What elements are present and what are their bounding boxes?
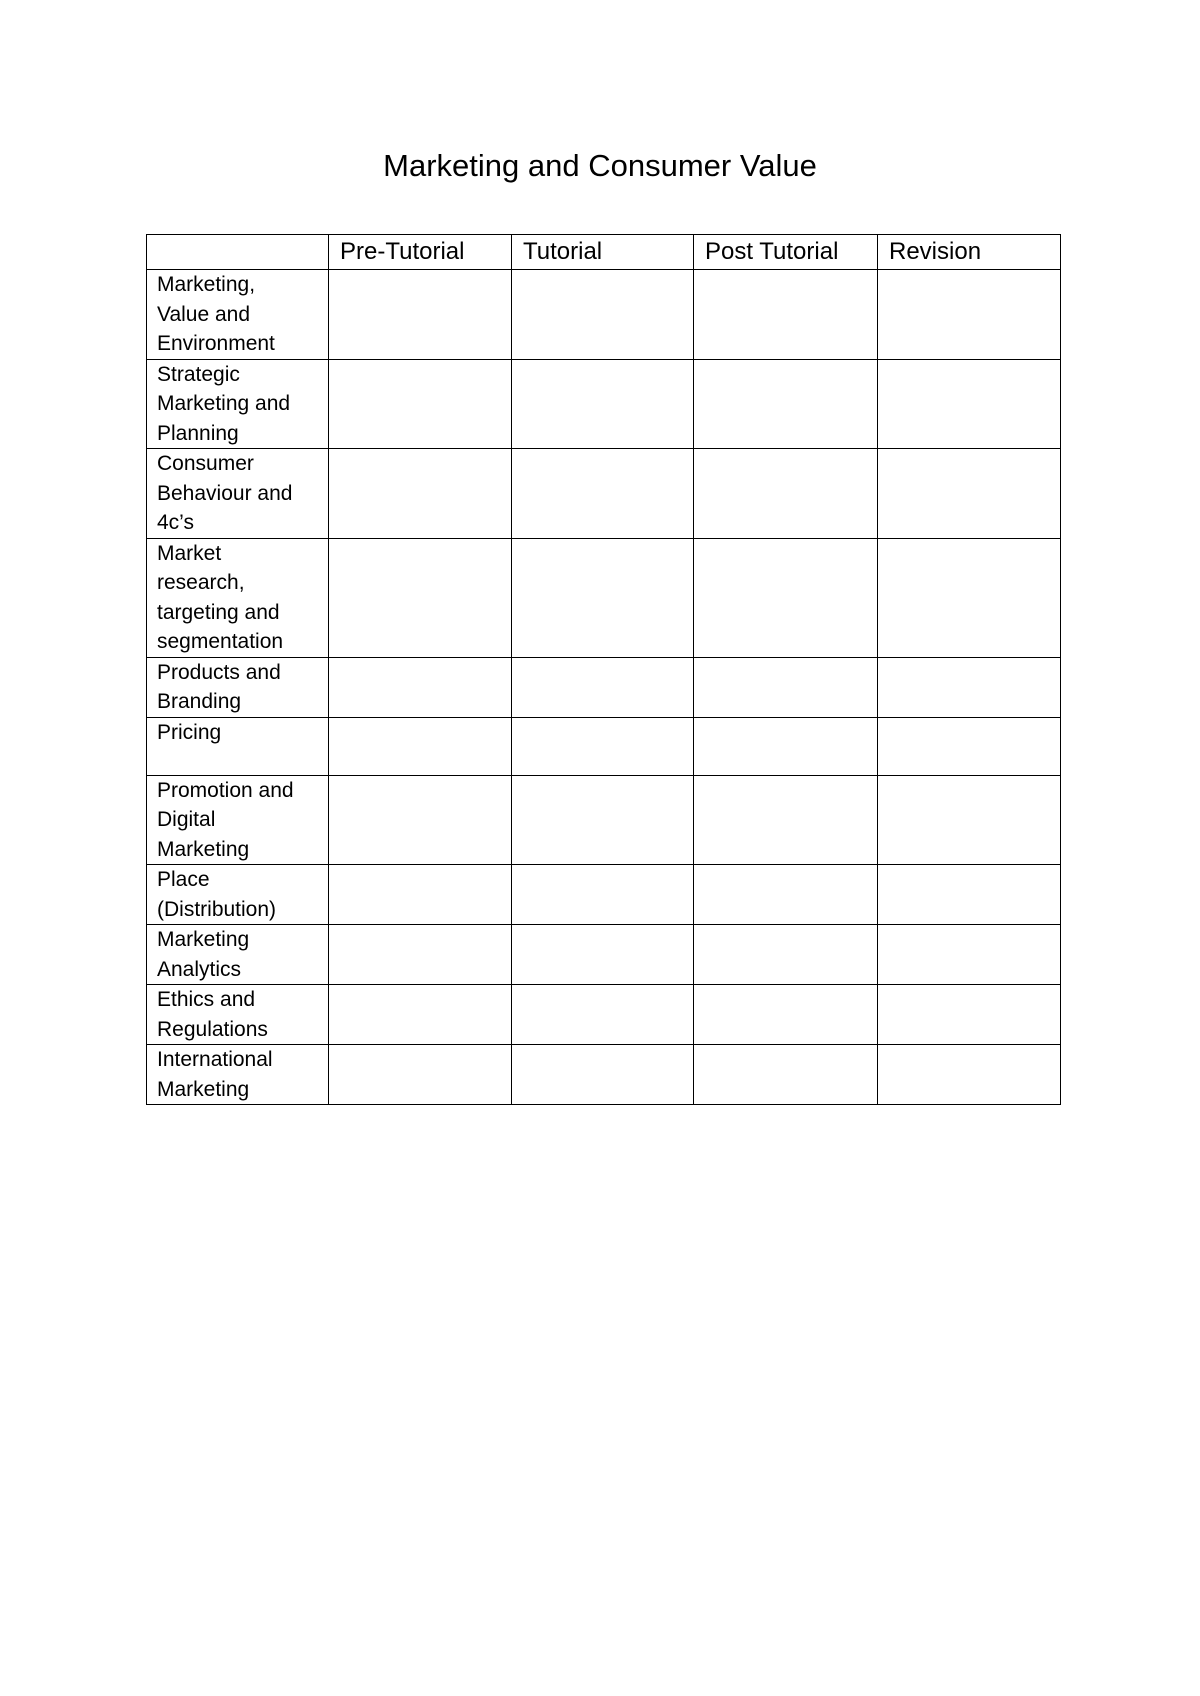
cell-post-tutorial	[694, 359, 878, 449]
topic-line: Marketing	[157, 1077, 250, 1101]
cell-post-tutorial	[694, 270, 878, 360]
topic-line: targeting and	[157, 600, 280, 624]
cell-revision	[878, 717, 1061, 775]
cell-revision	[878, 865, 1061, 925]
cell-post-tutorial	[694, 1045, 878, 1105]
topic-line: Digital	[157, 808, 216, 831]
header-row	[147, 235, 1061, 270]
table-row	[147, 657, 1061, 717]
cell-revision	[878, 270, 1061, 360]
cell-tutorial	[512, 270, 694, 360]
cell-pre-tutorial	[329, 775, 512, 865]
cell-pre-tutorial	[329, 985, 512, 1045]
row-topic-label	[147, 538, 329, 657]
cell-post-tutorial	[694, 865, 878, 925]
topic-line: Marketing	[157, 928, 250, 951]
cell-pre-tutorial	[329, 865, 512, 925]
topic-line: Ethics and	[157, 988, 256, 1011]
cell-post-tutorial	[694, 775, 878, 865]
table-row	[147, 538, 1061, 657]
table-row	[147, 359, 1061, 449]
topic-line: segmentation	[157, 630, 284, 653]
topic-line: Strategic	[157, 362, 240, 386]
document-title: Marketing and Consumer Value	[383, 148, 817, 183]
cell-revision	[878, 538, 1061, 657]
row-topic-label	[147, 925, 329, 985]
cell-tutorial	[512, 1045, 694, 1105]
topic-line: International	[157, 1048, 273, 1071]
row-topic-label	[147, 775, 329, 865]
column-header-pre-tutorial: Pre-Tutorial	[329, 235, 512, 270]
topic-line: research,	[157, 571, 245, 594]
cell-revision	[878, 449, 1061, 539]
cell-pre-tutorial	[329, 449, 512, 539]
cell-revision	[878, 359, 1061, 449]
cell-tutorial	[512, 865, 694, 925]
table-row	[147, 1045, 1061, 1105]
table-row	[147, 985, 1061, 1045]
row-topic-label	[147, 985, 329, 1045]
cell-tutorial	[512, 449, 694, 539]
topic-line: Pricing	[157, 720, 222, 744]
cell-revision	[878, 925, 1061, 985]
cell-post-tutorial	[694, 717, 878, 775]
column-header-revision: Revision	[878, 235, 1061, 270]
topic-line: Marketing	[157, 837, 250, 861]
topic-line: Value and	[157, 302, 251, 326]
table-row	[147, 925, 1061, 985]
corner-cell	[147, 235, 329, 270]
topic-line: Products and	[157, 660, 281, 684]
cell-revision	[878, 775, 1061, 865]
topic-line: Analytics	[157, 957, 242, 981]
topic-line: 4c’s	[157, 511, 194, 534]
study-tracker-table	[146, 234, 1061, 1105]
cell-revision	[878, 657, 1061, 717]
cell-tutorial	[512, 925, 694, 985]
row-topic-label	[147, 1045, 329, 1105]
topic-line: Promotion and	[157, 778, 294, 802]
topic-line: Branding	[157, 690, 242, 713]
row-topic-label	[147, 717, 329, 775]
table-row	[147, 717, 1061, 775]
cell-tutorial	[512, 717, 694, 775]
cell-tutorial	[512, 359, 694, 449]
cell-revision	[878, 1045, 1061, 1105]
cell-tutorial	[512, 775, 694, 865]
table-row	[147, 449, 1061, 539]
cell-post-tutorial	[694, 985, 878, 1045]
column-header-post-tutorial: Post Tutorial	[694, 235, 878, 270]
table-row	[147, 775, 1061, 865]
topic-line: Market	[157, 541, 222, 565]
topic-line: Regulations	[157, 1017, 268, 1041]
cell-pre-tutorial	[329, 925, 512, 985]
cell-tutorial	[512, 657, 694, 717]
table-row	[147, 865, 1061, 925]
cell-tutorial	[512, 985, 694, 1045]
cell-revision	[878, 985, 1061, 1045]
table-row	[147, 270, 1061, 360]
topic-line: Marketing,	[157, 273, 256, 296]
cell-post-tutorial	[694, 449, 878, 539]
cell-pre-tutorial	[329, 359, 512, 449]
row-topic-label	[147, 657, 329, 717]
cell-pre-tutorial	[329, 717, 512, 775]
row-topic-label	[147, 270, 329, 360]
topic-line: Behaviour and	[157, 481, 293, 505]
cell-pre-tutorial	[329, 1045, 512, 1105]
topic-line: Consumer	[157, 452, 254, 475]
cell-post-tutorial	[694, 925, 878, 985]
column-header-tutorial: Tutorial	[512, 235, 694, 270]
topic-line: Marketing and	[157, 392, 291, 415]
cell-pre-tutorial	[329, 270, 512, 360]
cell-tutorial	[512, 538, 694, 657]
row-topic-label	[147, 449, 329, 539]
topic-line: Planning	[157, 421, 239, 445]
cell-post-tutorial	[694, 538, 878, 657]
row-topic-label	[147, 865, 329, 925]
topic-line: Place	[157, 868, 210, 891]
topic-line: Environment	[157, 332, 275, 355]
topic-line: (Distribution)	[157, 897, 277, 921]
cell-post-tutorial	[694, 657, 878, 717]
cell-pre-tutorial	[329, 538, 512, 657]
cell-pre-tutorial	[329, 657, 512, 717]
row-topic-label	[147, 359, 329, 449]
